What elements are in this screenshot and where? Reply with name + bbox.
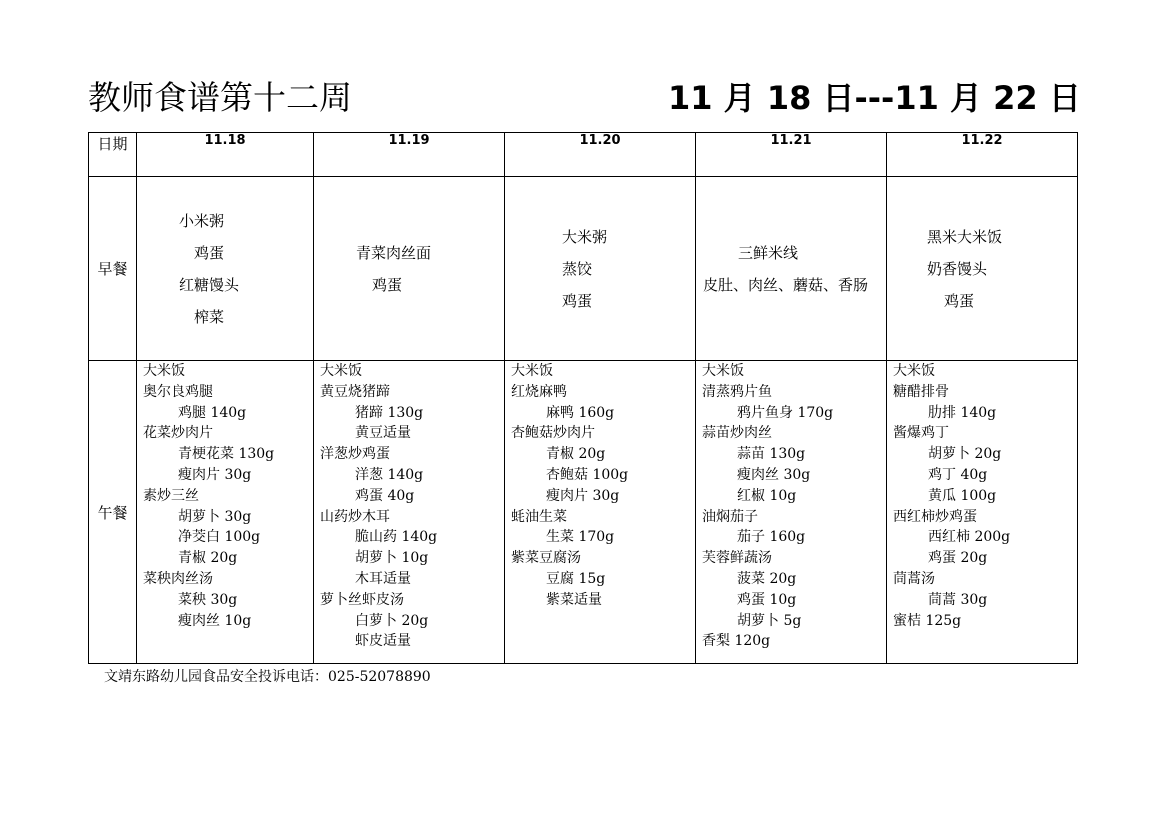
lunch-dish: 芙蓉鲜蔬汤 [702,550,772,567]
lunch-ingredient: 豆腐 15g [546,570,606,587]
lunch-ingredient: 生菜 170g [546,529,615,546]
lunch-ingredient: 胡萝卜 5g [737,612,802,629]
lunch-dish: 素炒三丝 [143,487,199,504]
lunch-list [887,361,1077,631]
lunch-ingredient: 杏鲍菇 100g [546,466,629,483]
lunch-ingredient: 木耳适量 [355,570,411,587]
lunch-ingredient: 西红柿 200g [928,529,1011,546]
breakfast-item: 皮肚、肉丝、蘑菇、香肠 [703,275,869,294]
lunch-ingredient: 瘦肉丝 30g [737,466,811,483]
lunch-label: 午餐 [89,361,137,664]
breakfast-cell-4 [696,177,887,361]
lunch-ingredient: 胡萝卜 30g [178,508,252,525]
lunch-dish: 糖醋排骨 [893,383,949,400]
breakfast-list [696,242,886,296]
lunch-dish: 红烧麻鸭 [511,383,567,400]
breakfast-label: 早餐 [89,177,137,361]
date-header-3: 11.20 [505,133,696,177]
lunch-ingredient: 胡萝卜 20g [928,446,1002,463]
lunch-ingredient: 胡萝卜 10g [355,550,429,567]
breakfast-list [887,226,1077,312]
lunch-ingredient: 鸡蛋 20g [928,550,988,567]
lunch-dish: 大米饭 [143,363,185,379]
lunch-dish: 蒜苗炒肉丝 [702,425,772,442]
lunch-ingredient: 鸦片鱼身 170g [737,404,834,421]
lunch-dish: 油焖茄子 [702,508,758,525]
lunch-dish: 西红柿炒鸡蛋 [893,508,977,525]
complaint-hotline-footer: 文靖东路幼儿园食品安全投诉电话：025-52078890 [104,669,431,685]
breakfast-item: 三鲜米线 [738,243,799,262]
breakfast-item: 鸡蛋 [562,291,593,310]
lunch-dish: 黄豆烧猪蹄 [320,383,390,400]
lunch-dish: 大米饭 [511,363,553,379]
breakfast-cell-3 [505,177,696,361]
date-header-5: 11.22 [887,133,1078,177]
breakfast-item: 鸡蛋 [372,275,403,294]
lunch-cell-2 [314,361,505,664]
lunch-ingredient: 紫菜适量 [546,591,602,608]
lunch-cell-4 [696,361,887,664]
lunch-ingredient: 黄豆适量 [355,425,411,442]
date-header-4: 11.21 [696,133,887,177]
lunch-ingredient: 瘦肉片 30g [178,466,252,483]
lunch-dish: 茼蒿汤 [893,570,935,587]
breakfast-list [137,210,313,328]
lunch-ingredient: 鸡蛋 40g [355,487,415,504]
lunch-dish: 洋葱炒鸡蛋 [320,446,390,463]
lunch-dish: 蜜桔 125g [893,612,962,629]
lunch-ingredient: 鸡蛋 10g [737,591,797,608]
lunch-ingredient: 青梗花菜 130g [178,446,275,463]
lunch-dish: 清蒸鸦片鱼 [702,383,772,400]
date-range: 11 月 18 日---11 月 22 日 [668,79,1081,117]
date-header-1: 11.18 [137,133,314,177]
lunch-ingredient: 白萝卜 20g [355,612,429,629]
lunch-ingredient: 脆山药 140g [355,529,438,546]
breakfast-item: 鸡蛋 [944,291,975,310]
lunch-cell-1 [137,361,314,664]
lunch-dish: 紫菜豆腐汤 [511,550,581,567]
lunch-dish: 奥尔良鸡腿 [143,383,213,400]
lunch-dish: 大米饭 [320,363,362,379]
lunch-cell-5 [887,361,1078,664]
lunch-row [89,361,1078,664]
breakfast-cell-2 [314,177,505,361]
lunch-ingredient: 黄瓜 100g [928,487,997,504]
lunch-dish: 酱爆鸡丁 [893,425,949,442]
lunch-ingredient: 猪蹄 130g [355,404,424,421]
lunch-ingredient: 肋排 140g [928,404,997,421]
lunch-ingredient: 鸡丁 40g [928,466,988,483]
date-label: 日期 [89,133,137,177]
lunch-ingredient: 青椒 20g [178,550,238,567]
breakfast-item: 青菜肉丝面 [356,243,432,262]
date-header-2: 11.19 [314,133,505,177]
breakfast-item: 红糖馒头 [179,275,240,294]
lunch-dish: 花菜炒肉片 [143,425,213,442]
lunch-ingredient: 蒜苗 130g [737,446,806,463]
lunch-dish: 萝卜丝虾皮汤 [320,591,404,608]
date-header-row [89,133,1078,177]
lunch-dish: 杏鲍菇炒肉片 [511,425,595,442]
lunch-dish: 菜秧肉丝汤 [143,570,213,587]
breakfast-item: 榨菜 [194,307,225,326]
lunch-ingredient: 净茭白 100g [178,529,261,546]
lunch-ingredient: 洋葱 140g [355,466,424,483]
lunch-ingredient: 青椒 20g [546,446,606,463]
breakfast-item: 奶香馒头 [927,259,988,278]
lunch-ingredient: 菠菜 20g [737,570,797,587]
breakfast-item: 蒸饺 [562,259,593,278]
breakfast-cell-1 [137,177,314,361]
lunch-ingredient: 茼蒿 30g [928,591,988,608]
lunch-list [314,361,504,652]
breakfast-item: 大米粥 [562,227,608,246]
lunch-ingredient: 虾皮适量 [355,633,411,650]
page-title: 教师食谱第十二周 [88,78,352,117]
lunch-ingredient: 麻鸭 160g [546,404,615,421]
lunch-ingredient: 菜秧 30g [178,591,238,608]
menu-table [88,132,1078,664]
lunch-dish: 大米饭 [702,363,744,379]
breakfast-list [314,242,504,296]
lunch-list [696,361,886,652]
lunch-ingredient: 鸡腿 140g [178,404,247,421]
lunch-ingredient: 瘦肉丝 10g [178,612,252,629]
breakfast-item: 鸡蛋 [194,243,225,262]
breakfast-cell-5 [887,177,1078,361]
lunch-dish: 蚝油生菜 [511,508,567,525]
breakfast-item: 黑米大米饭 [927,227,1003,246]
lunch-list [137,361,313,631]
lunch-dish: 大米饭 [893,363,935,379]
breakfast-row [89,177,1078,361]
lunch-dish: 香梨 120g [702,633,771,650]
lunch-ingredient: 茄子 160g [737,529,806,546]
lunch-dish: 山药炒木耳 [320,508,390,525]
breakfast-list [505,226,695,312]
lunch-list [505,361,695,611]
lunch-ingredient: 红椒 10g [737,487,797,504]
lunch-cell-3 [505,361,696,664]
breakfast-item: 小米粥 [179,211,225,230]
lunch-ingredient: 瘦肉片 30g [546,487,620,504]
